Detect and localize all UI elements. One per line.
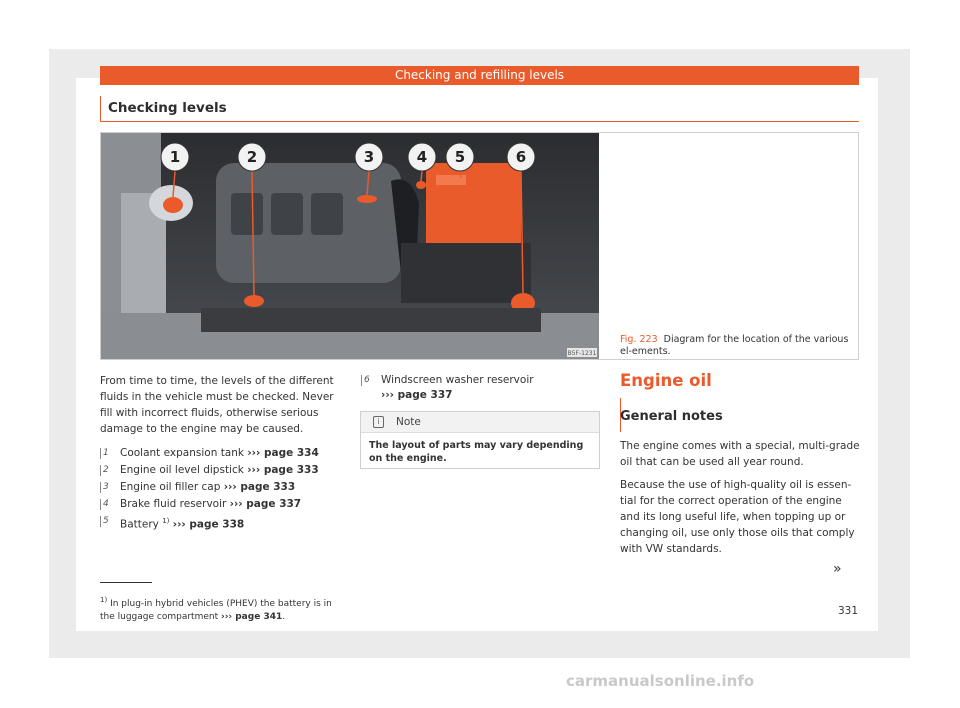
item-label: Engine oil filler cap — [120, 481, 221, 493]
list-item — [361, 373, 597, 403]
section-rule-vertical — [100, 96, 101, 122]
watermark: carmanualsonline.info — [566, 672, 755, 690]
callout-4: 4 — [416, 148, 428, 166]
list-item — [100, 479, 340, 496]
item-number: 6 — [361, 375, 370, 386]
oil-filler-cap — [357, 195, 377, 203]
list-item — [100, 513, 340, 530]
page-reference-link[interactable]: ››› page 338 — [172, 518, 245, 531]
note-header — [361, 412, 599, 433]
dipstick-handle — [244, 295, 264, 307]
item-number: 1 — [100, 448, 109, 459]
figure-number: Fig. 223 — [620, 334, 658, 345]
section-title: Checking levels — [108, 100, 227, 116]
item-label: Windscreen washer reservoir — [381, 374, 534, 386]
figure-caption — [620, 334, 852, 358]
note-text: The layout of parts may vary depending on the engine. — [369, 440, 584, 464]
footnote-text: In plug-in hybrid vehicles (PHEV) the battery is in the luggage compartment — [100, 599, 332, 622]
parts-list — [100, 445, 340, 530]
figure-caption-text: Diagram for the location of the various el-ements. — [620, 334, 849, 357]
item-number: 2 — [100, 465, 109, 476]
page-reference-link[interactable]: ››› page 334 — [247, 447, 319, 459]
engine-oil-column — [620, 438, 860, 564]
item-label: Battery — [120, 518, 159, 531]
section-rule — [100, 121, 859, 122]
callout-6: 6 — [515, 148, 527, 166]
info-icon: i — [373, 416, 384, 428]
chapter-header: Checking and refilling levels — [100, 66, 859, 85]
callout-3: 3 — [363, 148, 375, 166]
footnote-marker: 1) — [162, 517, 170, 525]
page-reference-link[interactable]: ››› page 333 — [223, 481, 296, 493]
list-item — [100, 445, 340, 462]
footnote-rule — [100, 582, 152, 583]
engine-bay-photo — [101, 133, 599, 359]
item-number: 4 — [100, 499, 109, 510]
callout-5: 5 — [454, 148, 466, 166]
note-box — [360, 411, 600, 469]
callout-1: 1 — [169, 148, 181, 166]
paragraph: The engine comes with a special, multi-grade oil that can be used all year round. — [620, 440, 860, 468]
item-number: 3 — [100, 482, 109, 493]
footnote — [100, 594, 345, 624]
callout-2: 2 — [246, 148, 258, 166]
subheading-general-notes: General notes — [620, 409, 723, 424]
footnote-end: . — [282, 612, 286, 622]
note-title: Note — [396, 416, 421, 428]
page-reference-link[interactable]: ››› page 341 — [220, 612, 283, 622]
list-item — [100, 496, 340, 513]
page-number: 331 — [838, 605, 859, 617]
intro-column — [100, 373, 340, 530]
list-item — [100, 462, 340, 479]
item-label: Coolant expansion tank — [120, 447, 244, 459]
heading-engine-oil: Engine oil — [620, 371, 712, 390]
coolant-cap — [163, 197, 183, 213]
page-reference-link[interactable]: ››› page 337 — [381, 389, 453, 401]
item-number: 5 — [100, 516, 109, 527]
paragraph: Because the use of high-quality oil is essen-tial for the correct operation of the engine and its long useful life, when topping up or changing oil, use only those oils that comply with VW standards. — [620, 479, 855, 555]
item-label: Engine oil level dipstick — [120, 464, 244, 476]
footnote-marker: 1) — [100, 596, 108, 604]
page-reference-link[interactable]: ››› page 333 — [247, 464, 319, 476]
item-label: Brake fluid reservoir — [120, 498, 227, 510]
intro-paragraph: From time to time, the levels of the different fluids in the vehicle must be checked. Never fill with incorrect fluids, otherwise serious damage to the engine may be caused. — [100, 375, 334, 435]
image-code: B5F-1231 — [567, 350, 597, 357]
continued-icon: » — [833, 561, 842, 577]
page-reference-link[interactable]: ››› page 337 — [229, 498, 302, 510]
